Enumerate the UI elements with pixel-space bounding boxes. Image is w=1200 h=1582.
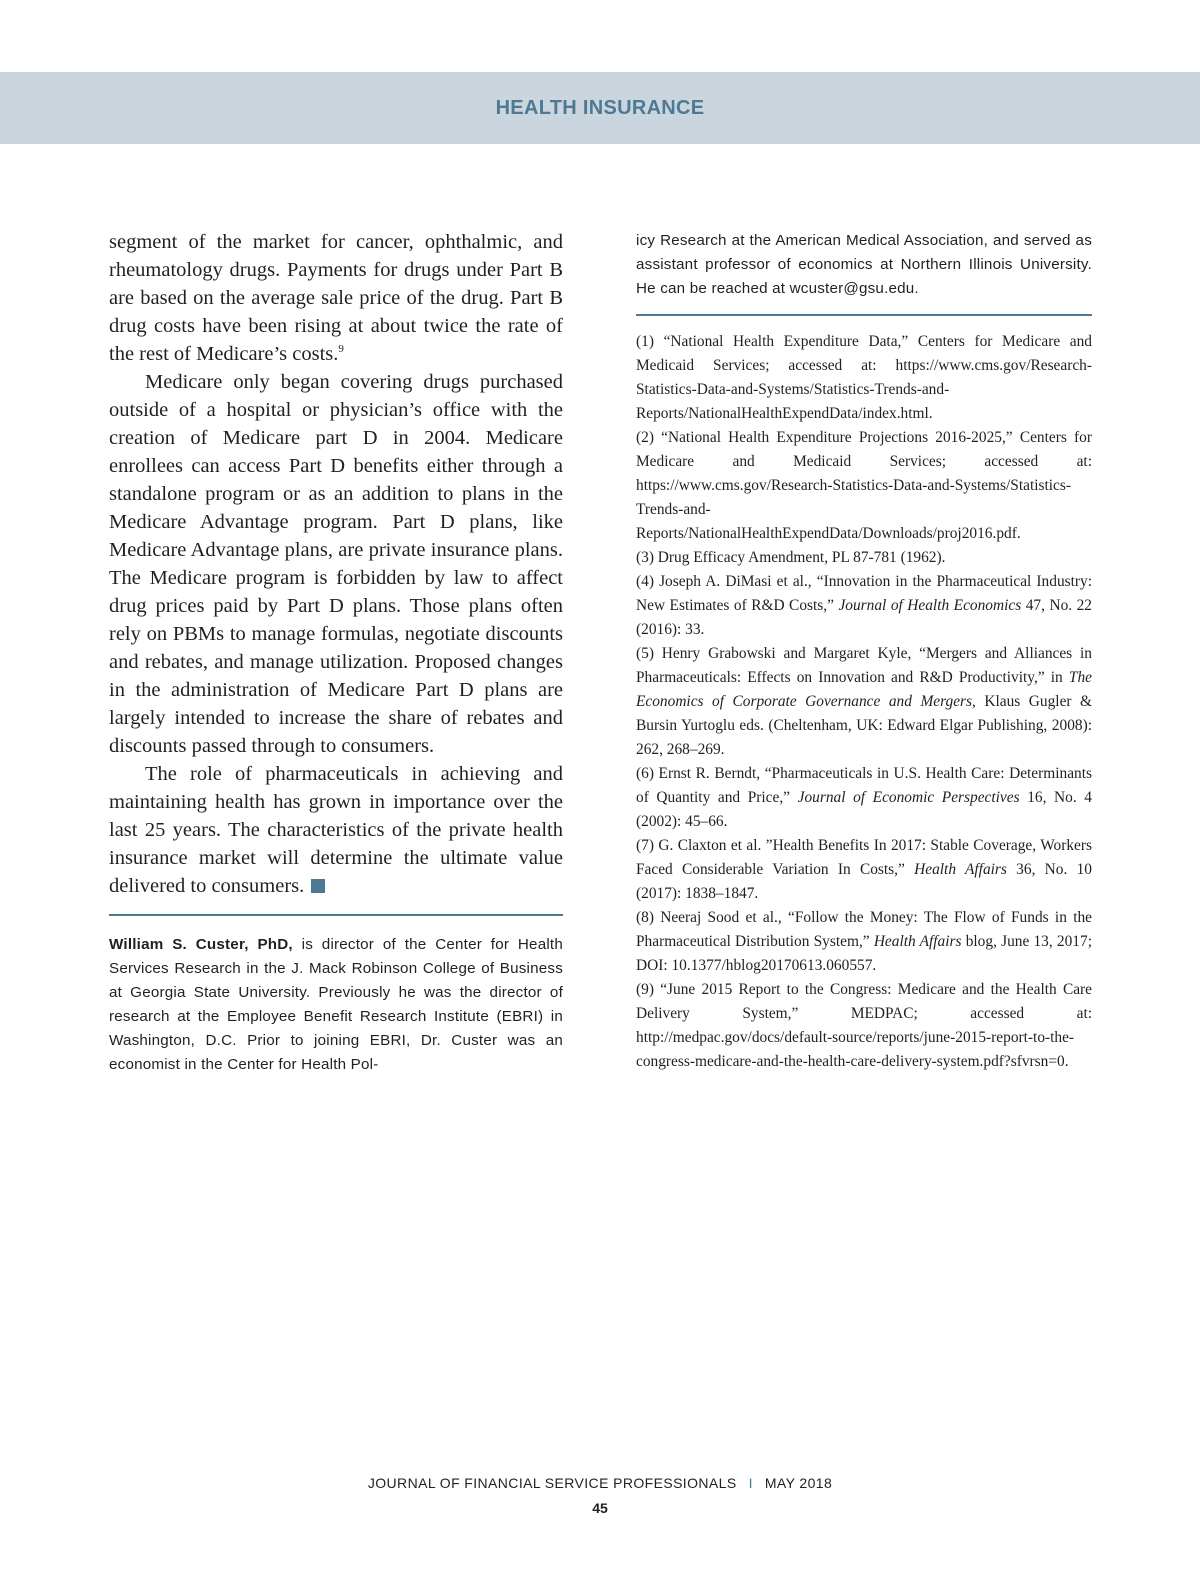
footnote-5-text: (5) Henry Grabowski and Margaret Kyle, “Mergers and Alliances in Pharmaceuticals: Effects on Innovation and R&D Productivity,” in — [636, 645, 1092, 686]
body-paragraph-1-text: segment of the market for cancer, ophthalmic, and rheumatology drugs. Payments for drugs under Part B are based on the average sale price of the drug. Part B drug costs have been rising at about twice the rate of the rest of Medicare’s costs. — [109, 231, 563, 365]
left-column — [109, 228, 563, 1077]
footnote-2: (2) “National Health Expenditure Projections 2016-2025,” Centers for Medicare and Medicaid Services; accessed at: https://www.cms.gov/Research-Statistics-Data-and-Systems/Statistics-Trends-and-Reports/NationalHealthExpendData/Downloads/proj2016.pdf. — [636, 429, 1092, 542]
footer-issue-date: MAY 2018 — [764, 1475, 833, 1491]
footnote-8-journal: Health Affairs — [873, 933, 962, 950]
right-column — [636, 228, 1092, 1074]
author-bio-text-left: is director of the Center for Health Services Research in the J. Mack Robinson College of Business at Georgia State University. Previously he was the director of research at the Employee Benefit Research Institute (EBRI) in Washington, D.C. Prior to joining EBRI, Dr. Custer was an economist in the Center for Health Pol- — [109, 936, 563, 1073]
body-paragraph-3 — [109, 760, 563, 900]
footnote-6 — [636, 762, 1092, 834]
footer-journal-name: JOURNAL OF FINANCIAL SERVICE PROFESSIONALS — [367, 1475, 737, 1491]
footnote-4-text: (4) Joseph A. DiMasi et al., “Innovation in the Pharmaceutical Industry: New Estimates of R&D Costs,” — [636, 573, 1092, 614]
footnote-7 — [636, 834, 1092, 906]
footnote-8-text: (8) Neeraj Sood et al., “Follow the Money: The Flow of Funds in the Pharmaceutical Distribution System,” — [636, 909, 1092, 950]
footnote-5-citation: Klaus Gugler & Bursin Yurtoglu eds. (Cheltenham, UK: Edward Elgar Publishing, 2008): 262, 268–269. — [636, 693, 1093, 758]
footnote-7-citation: 36, No. 10 (2017): 1838–1847. — [636, 861, 1092, 902]
footnote-1: (1) “National Health Expenditure Data,” Centers for Medicare and Medicaid Services; accessed at: https://www.cms.gov/Research-Statistics-Data-and-Systems/Statistics-Trends-and-Reports/NationalHealthExpendData/index.html. — [636, 333, 1092, 422]
footnotes-divider-rule — [636, 314, 1092, 316]
bio-divider-rule — [109, 914, 563, 916]
body-paragraph-2: Medicare only began covering drugs purchased outside of a hospital or physician’s office with the creation of Medicare part D in 2004. Medicare enrollees can access Part D benefits either through a standalone program or as an addition to plans in the Medicare Advantage program. Part D plans, like Medicare Advantage plans, are private insurance plans. The Medicare program is forbidden by law to affect drug prices paid by Part D plans. Those plans often rely on PBMs to manage formulas, negotiate discounts and rebates, and manage utilization. Proposed changes in the administration of Medicare Part D plans are largely intended to increase the share of rebates and discounts passed through to consumers. — [109, 371, 563, 757]
footnote-6-journal: Journal of Economic Perspectives — [797, 789, 1020, 806]
body-paragraph-1 — [109, 228, 563, 368]
section-title: HEALTH INSURANCE — [495, 97, 705, 119]
footnote-ref-9: 9 — [338, 343, 344, 355]
footnote-4-journal: Journal of Health Economics — [838, 597, 1022, 614]
end-of-article-mark — [311, 879, 325, 893]
footnote-8-citation: blog, June 13, 2017; DOI: 10.1377/hblog20170613.060557. — [636, 933, 1092, 974]
footnote-6-citation: 16, No. 4 (2002): 45–66. — [636, 789, 1092, 830]
footnote-4-citation: 47, No. 22 (2016): 33. — [636, 597, 1092, 638]
footnote-9: (9) “June 2015 Report to the Congress: Medicare and the Health Care Delivery System,” MEDPAC; accessed at: http://medpac.gov/docs/default-source/reports/june-2015-report-to-the-congress-medicare-and-the-health-care-delivery-system.pdf?sfvrsn=0. — [636, 981, 1092, 1070]
author-bio-left — [109, 933, 563, 1077]
footnote-3: (3) Drug Efficacy Amendment, PL 87-781 (1962). — [636, 549, 946, 566]
footnote-7-journal: Health Affairs — [914, 861, 1007, 878]
footnote-6-text: (6) Ernst R. Berndt, “Pharmaceuticals in U.S. Health Care: Determinants of Quantity and Price,” — [636, 765, 1092, 806]
footer-journal-line — [0, 1475, 1200, 1491]
footnote-7-text: (7) G. Claxton et al. ”Health Benefits In 2017: Stable Coverage, Workers Faced Considerable Variation In Costs,” — [636, 837, 1092, 878]
footnote-4 — [636, 570, 1092, 642]
footnotes-list — [636, 330, 1092, 1074]
footnote-8 — [636, 906, 1092, 978]
footnote-5 — [636, 642, 1092, 762]
author-bio-right: icy Research at the American Medical Association, and served as assistant professor of economics at Northern Illinois University. He can be reached at wcuster@gsu.edu. — [636, 232, 1092, 297]
footer-separator: I — [748, 1475, 753, 1491]
author-name: William S. Custer, PhD, — [109, 936, 293, 953]
page-number: 45 — [592, 1500, 608, 1516]
footnote-5-book: The Economics of Corporate Governance and Mergers, — [636, 669, 1092, 710]
body-paragraph-3-text: The role of pharmaceuticals in achieving and maintaining health has grown in importance over the last 25 years. The characteristics of the private health insurance market will determine the ultimate value delivered to consumers. — [109, 763, 563, 897]
